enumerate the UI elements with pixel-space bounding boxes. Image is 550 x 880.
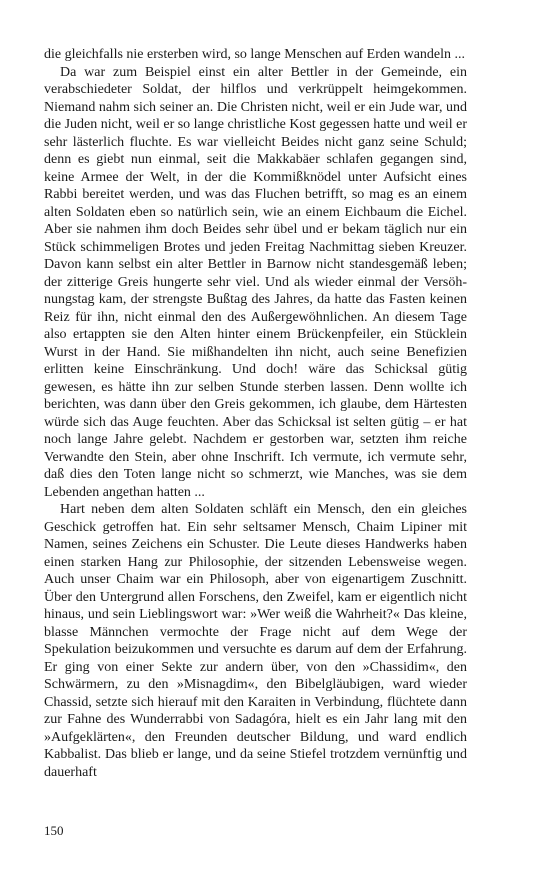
- paragraph-continuation: die gleichfalls nie ersterben wird, so lange Menschen auf Erden wandeln ...: [44, 47, 466, 62]
- page-number: 150: [44, 823, 64, 838]
- paragraph-chaim-lipiner: Hart neben dem alten Soldaten schläft ein Mensch, den ein gleiches Geschick getroffen hat. Ein sehr seltsamer Mensch, Chaim Lipiner mit Namen, seines Zeichens ein Schuster. Die Leute dieses Handwerks haben einen starken Hang zur Philosophie, der sitzenden Lebensweise wegen. Auch unser Chaim war ein Philosoph, aber von eigenartigem Zuschnitt. Über den Untergrund allen Forschens, den Zweifel, kam er eigentlich nicht hinaus, und sein Lieblingswort war: »Wer weiß die Wahrheit?« Das kleine, blasse Männchen vermochte der Frage nicht auf dem Wege der Spekulation beizukommen und versuchte es darum auf dem der Erfahrung. Er ging von einer Sekte zur andern über, von den »Chassidim«, den Schwärmern, zu den »Misnagdim«, den Bibelgläubigen, ward wieder Chassid, setzte sich hierauf mit den Karaiten in Verbindung, flüchtete dann zur Fahne des Wunderrabbi von Sadagóra, hielt es ein Jahr lang mit den »Aufgeklärten«, den Freunden deutscher Bildung, und ward endlich Kabbalist. Das blieb er lange, und da seine Stiefel trotzdem vernünftig und dauerhaft: [44, 502, 467, 780]
- body-text: [44, 46, 467, 781]
- paragraph-beggar-story: Da war zum Beispiel einst ein alter Bettler in der Gemeinde, ein verabschiedeter Soldat, der hilflos und verkrüppelt heimgekommen. Niemand nahm sich seiner an. Die Christen nicht, weil er ein Jude war, und die Juden nicht, weil er so lange christliche Kost gegessen hatte und weil er sehr lästerlich fluchte. Es war vielleicht Beides nicht ganz seine Schuld; denn es giebt nun einmal, seit die Makkabäer schlafen gegangen sind, keine Armee der Welt, in der die Kommißknödel unter Aufsicht eines Rabbi bereitet werden, und was das Fluchen betrifft, so mag es an einem alten Soldaten eben so natürlich sein, wie an einem Eichbaum die Eichel. Aber sie nahmen ihm doch Beides sehr übel und er bekam täglich nur ein Stück schimmeligen Brotes und jeden Freitag Nachmittag sieben Kreuzer. Davon kann selbst ein alter Bettler in Barnow nicht standesgemäß leben; der zitterige Greis hungerte sehr viel. Und als wieder einmal der Versöhnungstag kam, der strengste Bußtag des Jahres, da hatte das Fasten keinen Reiz für ihn, nicht einmal den des Außergewöhnlichen. An diesem Tage also ertappten sie den Alten hinter einem Brückenpfeiler, ein Stücklein Wurst in der Hand. Sie mißhandelten ihn nicht, auch seine Benefizien erlitten keine Einschränkung. Und doch! wäre das Schicksal gütig gewesen, es hätte ihn zur selben Stunde sterben lassen. Denn wollte ich berichten, was dann über den Greis gekommen, ich glaube, dem Härtesten würde sich das Auge feuchten. Aber das Schicksal ist selten gütig – er hat noch lange Jahre gelebt. Nachdem er gestorben war, setzten ihm reiche Verwandte den Stein, aber ohne Inschrift. Ich vermute, ich vermute sehr, daß dies den Toten lange nicht so schmerzt, wie Manches, was sie dem Lebenden angethan hatten ...: [44, 64, 467, 500]
